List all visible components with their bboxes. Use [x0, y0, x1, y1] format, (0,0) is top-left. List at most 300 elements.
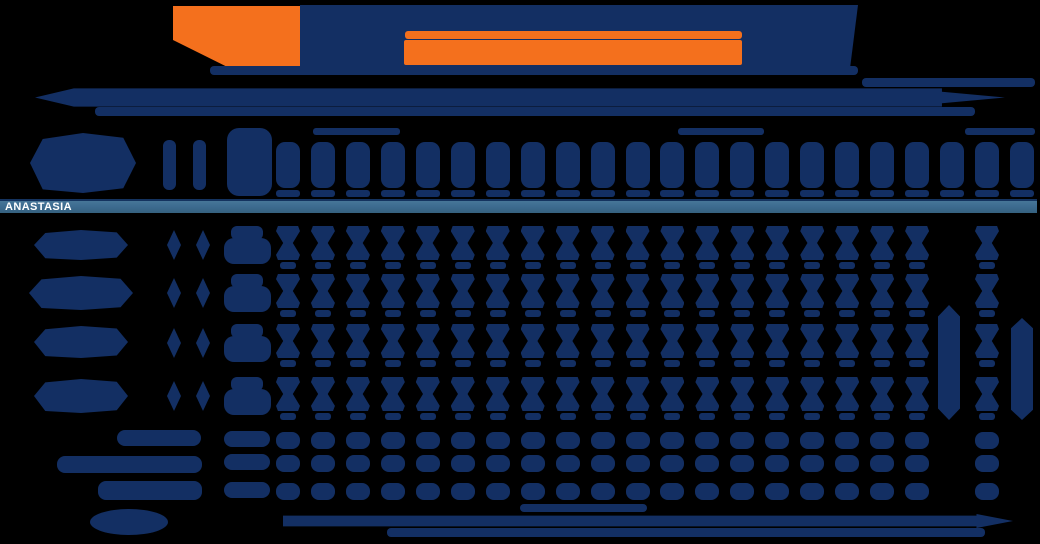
- grid-cell-subtext: [699, 262, 715, 269]
- summary-cell: [975, 455, 999, 472]
- summary-cell: [591, 432, 615, 449]
- grid-cell-subtext: [839, 262, 855, 269]
- column-header: [730, 142, 754, 188]
- grid-cell-subtext: [595, 262, 611, 269]
- grid-cell: [311, 226, 335, 260]
- grid-cell: [521, 377, 545, 411]
- summary-cell: [695, 483, 719, 500]
- grid-cell-subtext: [664, 262, 680, 269]
- column-subheader: [276, 190, 300, 197]
- column-header: [975, 142, 999, 188]
- column-header: [1010, 142, 1034, 188]
- grid-cell-subtext: [734, 262, 750, 269]
- grid-cell: [835, 324, 859, 358]
- grid-cell: [730, 274, 754, 308]
- grid-cell: [346, 226, 370, 260]
- summary-cell: [381, 483, 405, 500]
- column-subheader: [695, 190, 719, 197]
- summary-cell: [346, 432, 370, 449]
- footer-badge: [90, 509, 168, 535]
- column-header: [381, 142, 405, 188]
- grid-cell-subtext: [734, 360, 750, 367]
- summary-cell: [451, 432, 475, 449]
- grid-cell: [416, 226, 440, 260]
- grid-cell-subtext: [804, 310, 820, 317]
- summary-cell: [346, 455, 370, 472]
- row-label[interactable]: [34, 379, 128, 413]
- summary-cell: [416, 455, 440, 472]
- column-subheader: [451, 190, 475, 197]
- row-lead-cell: [224, 336, 271, 362]
- grid-cell: [975, 274, 999, 308]
- column-header: [660, 142, 684, 188]
- column-subheader: [870, 190, 894, 197]
- grid-cell-subtext: [769, 413, 785, 420]
- grid-cell-subtext: [595, 360, 611, 367]
- grid-cell-subtext: [490, 413, 506, 420]
- grid-cell-subtext: [315, 413, 331, 420]
- grid-cell: [521, 274, 545, 308]
- summary-cell: [870, 483, 894, 500]
- summary-cell: [905, 483, 929, 500]
- grid-cell: [591, 377, 615, 411]
- summary-cell: [765, 432, 789, 449]
- grid-cell: [556, 226, 580, 260]
- summary-cell: [800, 432, 824, 449]
- grid-cell-subtext: [525, 262, 541, 269]
- summary-cell: [591, 455, 615, 472]
- grid-cell: [486, 226, 510, 260]
- grid-cell: [626, 274, 650, 308]
- footer-link-arrow[interactable]: [283, 514, 1013, 528]
- column-header: [695, 142, 719, 188]
- column-subheader: [1010, 190, 1034, 197]
- grid-cell-subtext: [804, 262, 820, 269]
- grid-cell: [626, 226, 650, 260]
- column-header: [451, 142, 475, 188]
- row-lead-cell: [224, 286, 271, 312]
- grid-cell: [556, 324, 580, 358]
- grid-cell-subtext: [560, 310, 576, 317]
- grid-cell-subtext: [315, 262, 331, 269]
- grid-cell-subtext: [734, 310, 750, 317]
- grid-cell-subtext: [699, 360, 715, 367]
- grid-cell: [626, 324, 650, 358]
- column-subheader: [556, 190, 580, 197]
- grid-cell-subtext: [874, 262, 890, 269]
- grid-cell-subtext: [595, 413, 611, 420]
- column-subheader: [521, 190, 545, 197]
- grid-cell-subtext: [909, 360, 925, 367]
- grid-cell-subtext: [839, 310, 855, 317]
- column-header-narrow: [193, 140, 206, 190]
- summary-row-label: [57, 456, 202, 473]
- row-marker-diamond: [196, 230, 210, 260]
- summary-row-label: [98, 481, 202, 500]
- row-marker-diamond: [196, 381, 210, 411]
- grid-cell-subtext: [490, 310, 506, 317]
- grid-cell: [835, 377, 859, 411]
- grid-cell: [835, 274, 859, 308]
- summary-cell: [381, 455, 405, 472]
- grid-cell: [695, 274, 719, 308]
- grid-cell: [311, 377, 335, 411]
- grid-cell: [626, 377, 650, 411]
- grid-cell: [905, 226, 929, 260]
- grid-cell: [276, 377, 300, 411]
- column-header: [940, 142, 964, 188]
- summary-cell: [765, 483, 789, 500]
- grid-cell: [311, 274, 335, 308]
- grid-cell-subtext: [595, 310, 611, 317]
- grid-cell: [276, 324, 300, 358]
- summary-cell: [276, 455, 300, 472]
- grid-cell-subtext: [630, 360, 646, 367]
- column-subheader: [765, 190, 789, 197]
- brand-logo-mark[interactable]: [173, 6, 300, 69]
- grid-cell-subtext: [420, 360, 436, 367]
- column-header: [276, 142, 300, 188]
- grid-cell: [346, 274, 370, 308]
- grid-cell: [591, 226, 615, 260]
- summary-cell: [381, 432, 405, 449]
- summary-cell: [870, 455, 894, 472]
- grid-cell-subtext: [315, 310, 331, 317]
- summary-cell: [276, 483, 300, 500]
- row-marker-diamond: [196, 328, 210, 358]
- header-caption-text: [210, 66, 858, 75]
- grid-cell-subtext: [350, 310, 366, 317]
- grid-cell-subtext: [979, 360, 995, 367]
- grid-cell-subtext: [385, 360, 401, 367]
- row-label[interactable]: [34, 230, 128, 260]
- summary-cell: [695, 455, 719, 472]
- column-subheader: [311, 190, 335, 197]
- column-header: [416, 142, 440, 188]
- grid-cell-subtext: [385, 310, 401, 317]
- grid-cell-subtext: [455, 262, 471, 269]
- grid-cell-subtext: [560, 413, 576, 420]
- grid-cell-subtext: [699, 413, 715, 420]
- summary-cell: [975, 432, 999, 449]
- grid-cell: [765, 226, 789, 260]
- selected-row-label: ANASTASIA: [5, 201, 72, 213]
- grid-cell-subtext: [280, 262, 296, 269]
- summary-cell: [276, 432, 300, 449]
- brand-title-line-1: [405, 31, 742, 39]
- grid-cell: [311, 324, 335, 358]
- summary-cell: [416, 432, 440, 449]
- grid-cell: [556, 274, 580, 308]
- summary-cell: [451, 455, 475, 472]
- grid-cell: [975, 226, 999, 260]
- grid-cell: [451, 377, 475, 411]
- grid-cell-subtext: [664, 360, 680, 367]
- grid-cell-subtext: [385, 262, 401, 269]
- summary-cell: [626, 455, 650, 472]
- summary-cell: [835, 432, 859, 449]
- grid-cell-subtext: [909, 262, 925, 269]
- column-subheader: [975, 190, 999, 197]
- column-subheader: [381, 190, 405, 197]
- grid-cell-subtext: [839, 360, 855, 367]
- summary-cell: [346, 483, 370, 500]
- grid-cell: [695, 324, 719, 358]
- column-header-narrow: [163, 140, 176, 190]
- column-subheader: [730, 190, 754, 197]
- grid-cell: [486, 324, 510, 358]
- summary-cell: [660, 483, 684, 500]
- grid-cell-subtext: [839, 413, 855, 420]
- selected-row-banner[interactable]: [0, 199, 1037, 213]
- summary-cell: [870, 432, 894, 449]
- grid-cell-subtext: [769, 360, 785, 367]
- summary-cell: [521, 432, 545, 449]
- footer-note-line-small: [520, 504, 647, 512]
- summary-cell: [311, 432, 335, 449]
- grid-cell-subtext: [490, 360, 506, 367]
- row-marker-diamond: [167, 328, 181, 358]
- grid-cell: [416, 324, 440, 358]
- summary-row-label: [117, 430, 201, 446]
- grid-cell: [451, 226, 475, 260]
- grid-cell: [381, 377, 405, 411]
- grid-cell: [870, 274, 894, 308]
- grid-cell: [276, 274, 300, 308]
- grid-cell-subtext: [420, 310, 436, 317]
- summary-cell: [800, 483, 824, 500]
- grid-cell: [905, 274, 929, 308]
- grid-cell-subtext: [630, 310, 646, 317]
- grid-cell-subtext: [455, 310, 471, 317]
- grid-cell-subtext: [560, 262, 576, 269]
- grid-cell-subtext: [455, 413, 471, 420]
- grid-cell: [556, 377, 580, 411]
- vertical-ribbon: [938, 305, 960, 420]
- grid-cell-subtext: [979, 310, 995, 317]
- grid-cell-subtext: [525, 360, 541, 367]
- grid-cell: [870, 226, 894, 260]
- summary-cell: [556, 432, 580, 449]
- grid-cell-subtext: [979, 262, 995, 269]
- column-header-wide: [227, 128, 272, 196]
- row-marker-diamond: [167, 381, 181, 411]
- grid-cell-subtext: [525, 310, 541, 317]
- summary-cell: [765, 455, 789, 472]
- summary-cell: [486, 432, 510, 449]
- grid-cell-subtext: [350, 262, 366, 269]
- column-subheader: [835, 190, 859, 197]
- column-header: [835, 142, 859, 188]
- summary-cell: [521, 455, 545, 472]
- column-subheader: [346, 190, 370, 197]
- grid-cell-subtext: [630, 262, 646, 269]
- summary-cell: [416, 483, 440, 500]
- column-subheader: [660, 190, 684, 197]
- summary-cell: [311, 483, 335, 500]
- grid-cell-subtext: [420, 262, 436, 269]
- summary-lead-cell: [224, 454, 270, 470]
- column-header: [870, 142, 894, 188]
- summary-cell: [626, 432, 650, 449]
- column-header: [311, 142, 335, 188]
- row-header-label: [30, 133, 136, 193]
- grid-cell-subtext: [280, 413, 296, 420]
- grid-cell: [346, 377, 370, 411]
- grid-cell: [346, 324, 370, 358]
- grid-cell: [835, 226, 859, 260]
- summary-cell: [660, 432, 684, 449]
- grid-cell: [381, 274, 405, 308]
- column-group-label: [678, 128, 764, 135]
- grid-cell: [870, 377, 894, 411]
- column-header: [556, 142, 580, 188]
- grid-cell-subtext: [769, 310, 785, 317]
- grid-cell: [660, 377, 684, 411]
- grid-cell: [765, 274, 789, 308]
- grid-cell: [905, 377, 929, 411]
- grid-cell-subtext: [979, 413, 995, 420]
- summary-cell: [730, 432, 754, 449]
- grid-cell-subtext: [909, 413, 925, 420]
- grid-cell-subtext: [420, 413, 436, 420]
- grid-cell-subtext: [664, 413, 680, 420]
- grid-cell: [381, 324, 405, 358]
- grid-cell-subtext: [455, 360, 471, 367]
- column-subheader: [486, 190, 510, 197]
- summary-cell: [730, 455, 754, 472]
- summary-cell: [730, 483, 754, 500]
- grid-cell: [800, 226, 824, 260]
- column-header: [626, 142, 650, 188]
- grid-cell-subtext: [525, 413, 541, 420]
- grid-cell: [765, 377, 789, 411]
- grid-cell-subtext: [630, 413, 646, 420]
- summary-cell: [695, 432, 719, 449]
- grid-cell: [381, 226, 405, 260]
- column-subheader: [800, 190, 824, 197]
- grid-cell: [730, 226, 754, 260]
- grid-cell: [416, 377, 440, 411]
- grid-cell-subtext: [804, 360, 820, 367]
- summary-cell: [626, 483, 650, 500]
- grid-cell: [660, 274, 684, 308]
- grid-cell: [730, 377, 754, 411]
- column-subheader: [626, 190, 650, 197]
- grid-cell-subtext: [350, 413, 366, 420]
- row-lead-cell: [224, 389, 271, 415]
- column-subheader: [940, 190, 964, 197]
- grid-cell: [660, 324, 684, 358]
- grid-cell-subtext: [874, 310, 890, 317]
- grid-cell: [486, 377, 510, 411]
- row-label[interactable]: [29, 276, 133, 310]
- grid-cell: [451, 274, 475, 308]
- column-header: [800, 142, 824, 188]
- grid-cell: [695, 377, 719, 411]
- column-subheader: [416, 190, 440, 197]
- grid-cell: [870, 324, 894, 358]
- row-label[interactable]: [34, 326, 128, 358]
- summary-lead-cell: [224, 482, 270, 498]
- section-banner-arrow[interactable]: [35, 88, 1005, 107]
- column-header: [905, 142, 929, 188]
- grid-cell: [591, 274, 615, 308]
- grid-cell: [451, 324, 475, 358]
- grid-cell-subtext: [769, 262, 785, 269]
- grid-cell: [521, 324, 545, 358]
- column-subheader: [591, 190, 615, 197]
- column-subheader: [905, 190, 929, 197]
- grid-cell-subtext: [699, 310, 715, 317]
- column-header: [765, 142, 789, 188]
- summary-cell: [556, 455, 580, 472]
- summary-cell: [486, 455, 510, 472]
- vertical-ribbon: [1011, 318, 1033, 420]
- section-banner-subtext: [95, 107, 975, 116]
- grid-cell: [905, 324, 929, 358]
- grid-cell: [591, 324, 615, 358]
- column-group-label: [313, 128, 400, 135]
- grid-cell: [660, 226, 684, 260]
- grid-cell: [695, 226, 719, 260]
- column-group-label: [965, 128, 1035, 135]
- grid-cell: [975, 377, 999, 411]
- header-caption-right: [862, 78, 1035, 87]
- summary-cell: [486, 483, 510, 500]
- grid-cell: [486, 274, 510, 308]
- grid-cell-subtext: [560, 360, 576, 367]
- summary-cell: [975, 483, 999, 500]
- grid-cell-subtext: [280, 310, 296, 317]
- grid-cell: [730, 324, 754, 358]
- grid-cell-subtext: [490, 262, 506, 269]
- grid-cell-subtext: [315, 360, 331, 367]
- summary-cell: [800, 455, 824, 472]
- summary-cell: [835, 455, 859, 472]
- summary-cell: [905, 432, 929, 449]
- grid-cell: [765, 324, 789, 358]
- summary-cell: [591, 483, 615, 500]
- column-header: [486, 142, 510, 188]
- grid-cell: [416, 274, 440, 308]
- grid-cell: [975, 324, 999, 358]
- summary-cell: [905, 455, 929, 472]
- summary-cell: [660, 455, 684, 472]
- grid-cell-subtext: [909, 310, 925, 317]
- summary-cell: [556, 483, 580, 500]
- grid-cell-subtext: [664, 310, 680, 317]
- grid-cell: [800, 377, 824, 411]
- grid-cell: [521, 226, 545, 260]
- footer-note-line-2: [387, 528, 985, 537]
- brand-title-line-2: [404, 40, 742, 65]
- grid-cell-subtext: [350, 360, 366, 367]
- grid-cell-subtext: [874, 413, 890, 420]
- grid-cell-subtext: [280, 360, 296, 367]
- summary-lead-cell: [224, 431, 270, 447]
- summary-cell: [835, 483, 859, 500]
- grid-cell-subtext: [804, 413, 820, 420]
- grid-cell: [800, 324, 824, 358]
- row-marker-diamond: [196, 278, 210, 308]
- column-header: [591, 142, 615, 188]
- column-header: [346, 142, 370, 188]
- summary-cell: [311, 455, 335, 472]
- grid-cell: [276, 226, 300, 260]
- grid-cell-subtext: [734, 413, 750, 420]
- row-lead-cell: [224, 238, 271, 264]
